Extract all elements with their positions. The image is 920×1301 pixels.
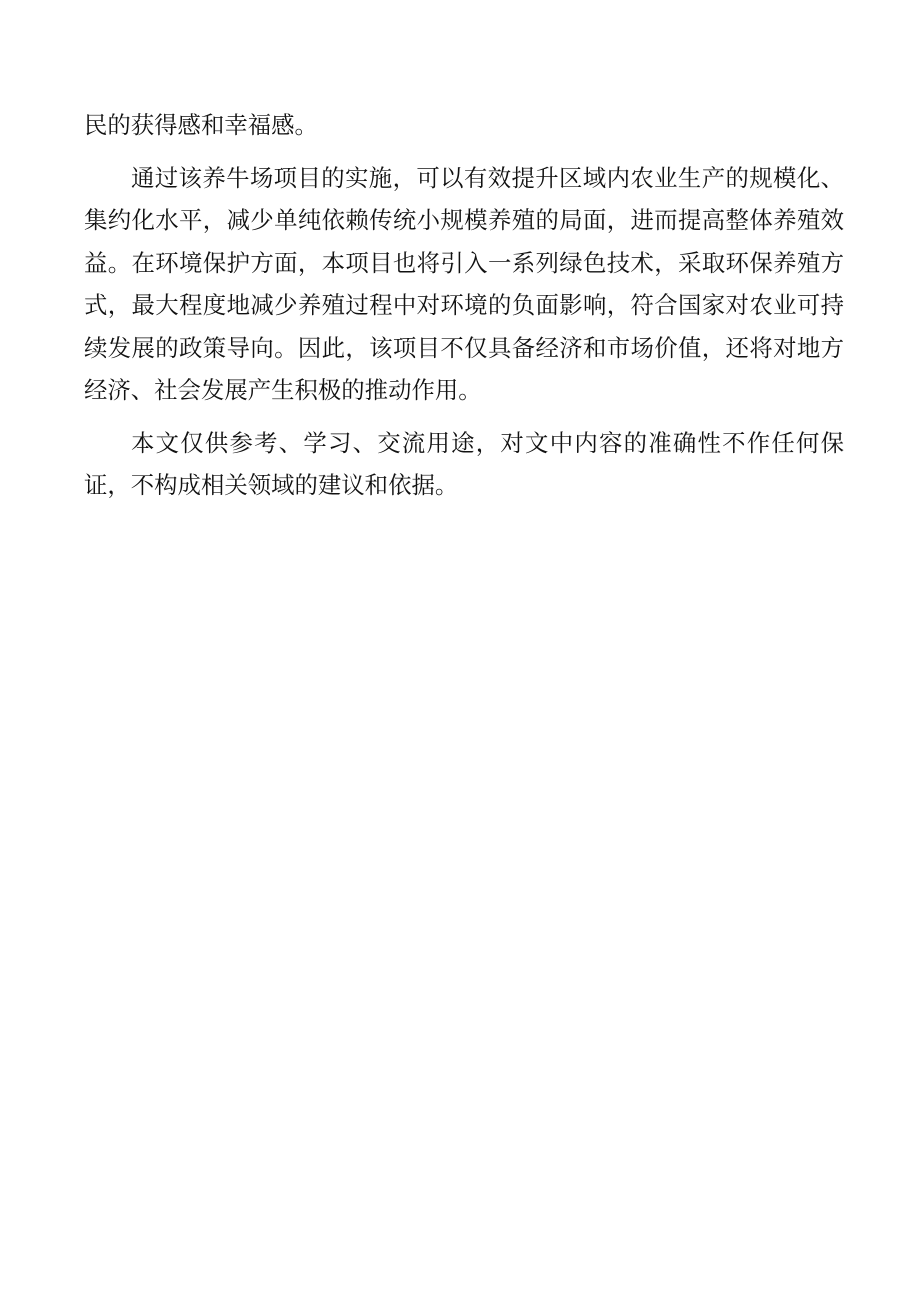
paragraph-disclaimer: 本文仅供参考、学习、交流用途，对文中内容的准确性不作任何保证，不构成相关领域的建议和依据。 [84,428,844,499]
paragraph-project-impact: 通过该养牛场项目的实施，可以有效提升区域内农业生产的规模化、集约化水平，减少单纯依赖传统小规模养殖的局面，进而提高整体养殖效益。在环境保护方面，本项目也将引入一系列绿色技术，采取环保养殖方式，最大程度地减少养殖过程中对环境的负面影响，符合国家对农业可持续发展的政策导向。因此，该项目不仅具备经济和市场价值，还将对地方经济、社会发展产生积极的推动作用。 [84,163,844,404]
document-body [84,104,844,517]
paragraph-continuation: 民的获得感和幸福感。 [84,111,318,139]
